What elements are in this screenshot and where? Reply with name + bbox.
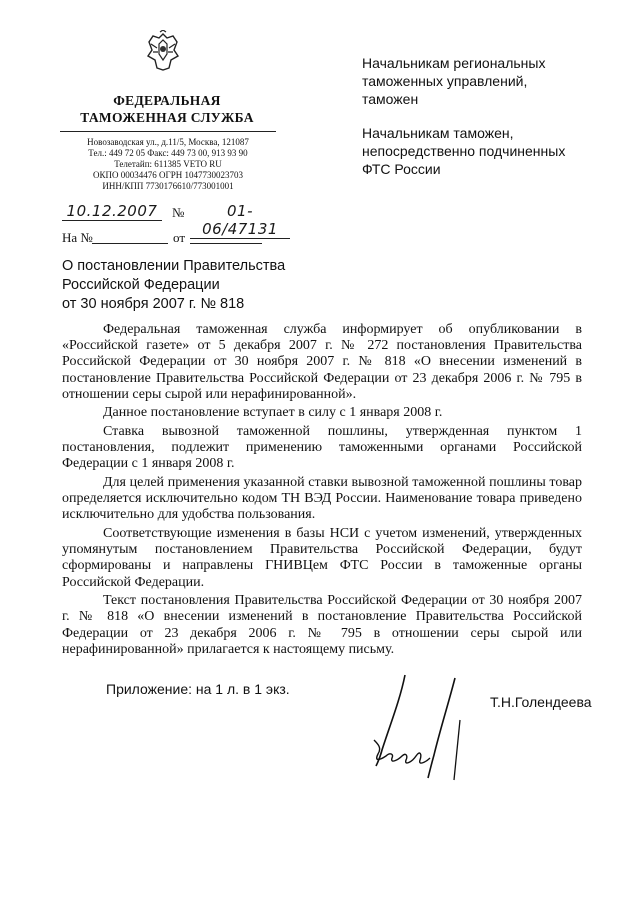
addressee-line: Начальникам региональных [362,55,546,71]
addressee-line: таможенных управлений, [362,73,528,89]
addressee-line: Начальникам таможен, [362,125,514,141]
org-name-line2: ТАМОЖЕННАЯ СЛУЖБА [80,110,254,125]
registration-number-label: № [172,205,185,220]
phone-line: Тел.: 449 72 05 Факс: 449 73 00, 913 93 90 [88,148,248,158]
org-name-line1: ФЕДЕРАЛЬНАЯ [113,93,221,108]
signatory-name: Т.Н.Голендеева [490,694,592,710]
handwritten-signature-icon [360,670,470,790]
body-paragraph: Текст постановления Правительства Российской Федерации от 30 ноября 2007 г. № 818 «О внесении изменений в постановление Правительства Российской Федерации от 23 декабря 2006 г. № 795 в отношении серы сырой или нерафинированной» прилагается к настоящему письму. [62,593,582,657]
teletype-line: Телетайп: 611385 VETO RU [114,159,222,169]
registration-date: 10.12.2007 [62,202,162,221]
reference-number-label: На № [62,230,93,245]
subject-line: Российской Федерации [62,277,220,293]
body-paragraph: Данное постановление вступает в силу с 1 января 2008 г. [103,405,443,421]
letter-subject [62,257,322,314]
attachment-note: Приложение: на 1 л. в 1 экз. [106,681,290,697]
body-paragraph: Федеральная таможенная служба информирует об опубликовании в «Российской газете» от 5 декабря 2007 г. № 272 постановления Правительства Российской Федерации от 30 ноября 2007 г. № 818 «О внесении изменений в постановление Правительства Российской Федерации от 23 декабря 2006 г. № 795 в отношении серы сырой или нерафинированной». [62,322,582,402]
address-line: Новозаводская ул., д.11/5, Москва, 121087 [87,137,249,147]
reference-date-label: от [173,230,186,245]
addressee-line: ФТС России [362,161,441,177]
subject-line: от 30 ноября 2007 г. № 818 [62,296,245,312]
addressee-line: непосредственно подчиненных [362,143,566,159]
addressee-customs [362,124,612,178]
subject-line: О постановлении Правительства [62,258,286,274]
addressee-line: таможен [362,91,419,107]
letter-body [62,322,582,660]
letterhead-divider [60,131,276,132]
body-paragraph: Для целей применения указанной ставки вывозной таможенной пошлины товар определяется исключительно кодом ТН ВЭД России. Наименование товара приведено исключительно для удобства пользования. [62,475,582,523]
inn-line: ИНН/КПП 7730176610/773001001 [102,181,234,191]
reference-date-blank [190,243,262,244]
reference-number-blank [92,243,168,244]
coat-of-arms-icon [143,30,183,74]
addressee-regional [362,54,612,108]
body-paragraph: Ставка вывозной таможенной пошлины, утвержденная пунктом 1 постановления, подлежит применению таможенными органами Российской Федерации с 1 января 2008 г. [62,424,582,472]
body-paragraph: Соответствующие изменения в базы НСИ с учетом изменений, утвержденных упомянутым постановлением Правительства Российской Федерации, будут сформированы и направлены ГНИВЦем ФТС России в таможенные органы Российской Федерации. [62,526,582,590]
registration-number: 01-06/47131 [190,202,290,239]
okpo-line: ОКПО 00034476 ОГРН 1047730023703 [93,170,243,180]
